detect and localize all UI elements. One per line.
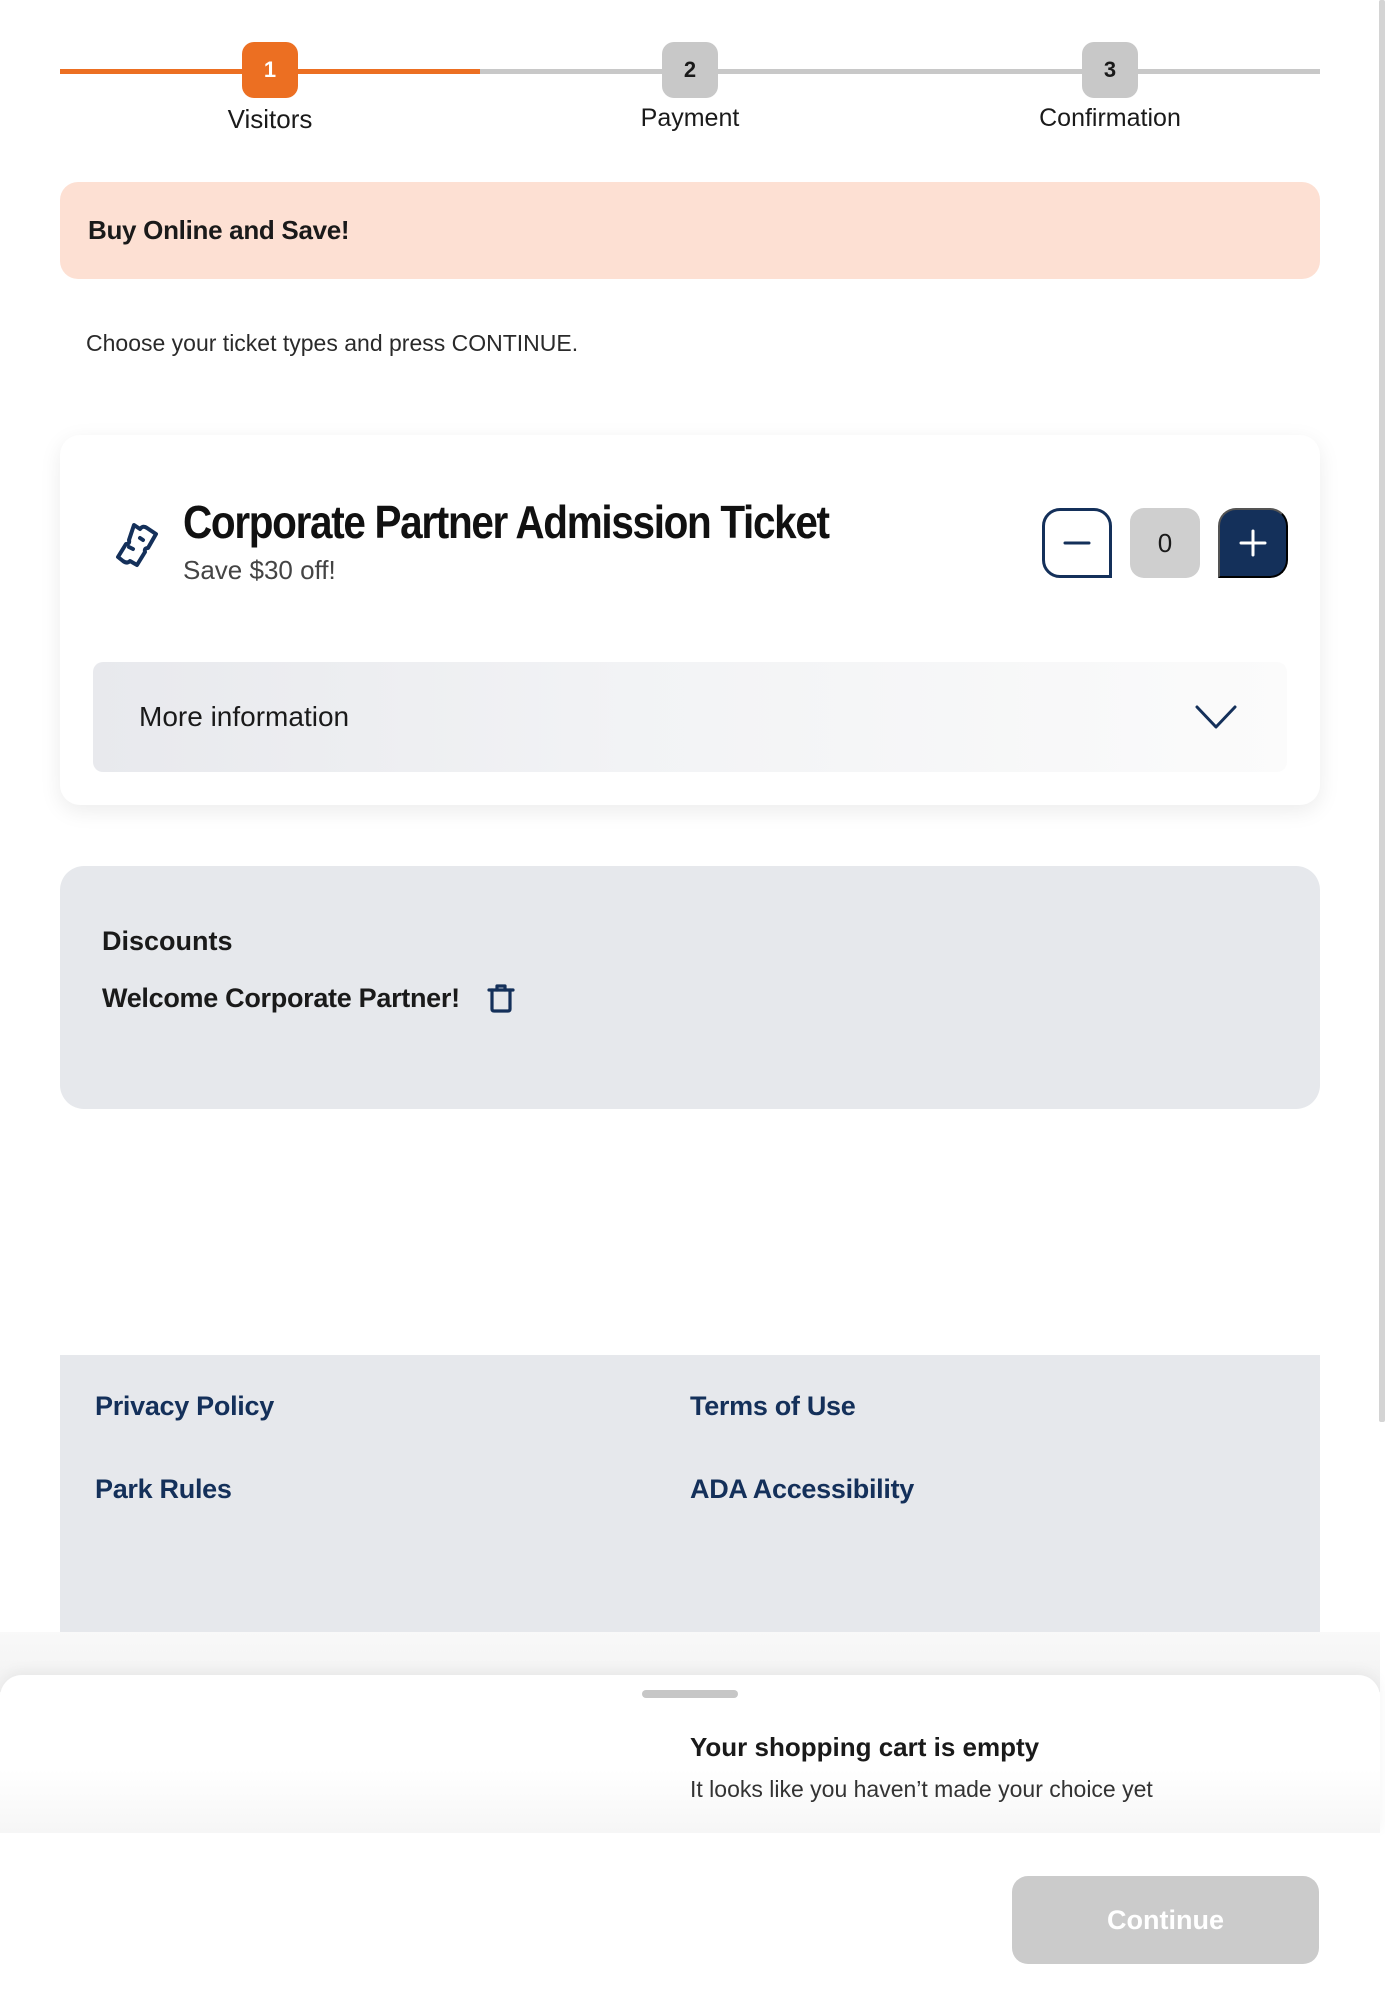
step-label: Confirmation	[1039, 104, 1181, 132]
progress-stepper	[60, 0, 1320, 140]
step-label: Payment	[640, 104, 740, 132]
cart-title: Your shopping cart is empty	[690, 1732, 1040, 1762]
ticket-card	[60, 435, 1320, 805]
terms-of-use-link[interactable]: Terms of Use	[690, 1391, 856, 1421]
discount-item	[102, 982, 516, 1014]
ticket-subtitle: Save $30 off!	[183, 555, 336, 585]
minus-icon	[1062, 528, 1092, 558]
ticket-icon	[110, 517, 166, 573]
plus-icon	[1238, 528, 1268, 558]
step-number: 3	[1082, 42, 1138, 98]
park-rules-link[interactable]: Park Rules	[95, 1474, 232, 1504]
step-confirmation	[1010, 42, 1210, 133]
discounts-heading: Discounts	[102, 926, 233, 956]
quantity-value: 0	[1130, 508, 1200, 578]
cart-sheet	[0, 1675, 1380, 1833]
promo-banner	[60, 182, 1320, 279]
increment-button[interactable]	[1218, 508, 1288, 578]
scrollbar[interactable]	[1379, 0, 1385, 1422]
step-visitors	[170, 42, 370, 135]
step-number: 1	[242, 42, 298, 98]
instructions-text: Choose your ticket types and press CONTINUE.	[86, 330, 579, 356]
discounts-panel	[60, 866, 1320, 1109]
ada-accessibility-link[interactable]: ADA Accessibility	[690, 1474, 914, 1504]
discount-label: Welcome Corporate Partner!	[102, 982, 460, 1013]
drag-handle[interactable]	[642, 1690, 738, 1698]
action-bar	[0, 1833, 1380, 2008]
decrement-button[interactable]	[1042, 508, 1112, 578]
footer-links	[60, 1355, 1320, 1632]
more-information-toggle[interactable]	[93, 662, 1287, 772]
cart-subtitle: It looks like you haven’t made your choice yet	[690, 1776, 1153, 1802]
more-information-label: More information	[139, 701, 350, 732]
chevron-down-icon	[1195, 704, 1237, 730]
step-number: 2	[662, 42, 718, 98]
step-label: Visitors	[227, 104, 313, 134]
promo-text: Buy Online and Save!	[88, 215, 350, 245]
privacy-policy-link[interactable]: Privacy Policy	[95, 1391, 274, 1421]
continue-button[interactable]: Continue	[1012, 1876, 1319, 1964]
quantity-stepper	[1042, 508, 1288, 578]
trash-icon[interactable]	[486, 982, 516, 1014]
step-payment	[590, 42, 790, 133]
ticket-title: Corporate Partner Admission Ticket	[183, 496, 829, 548]
